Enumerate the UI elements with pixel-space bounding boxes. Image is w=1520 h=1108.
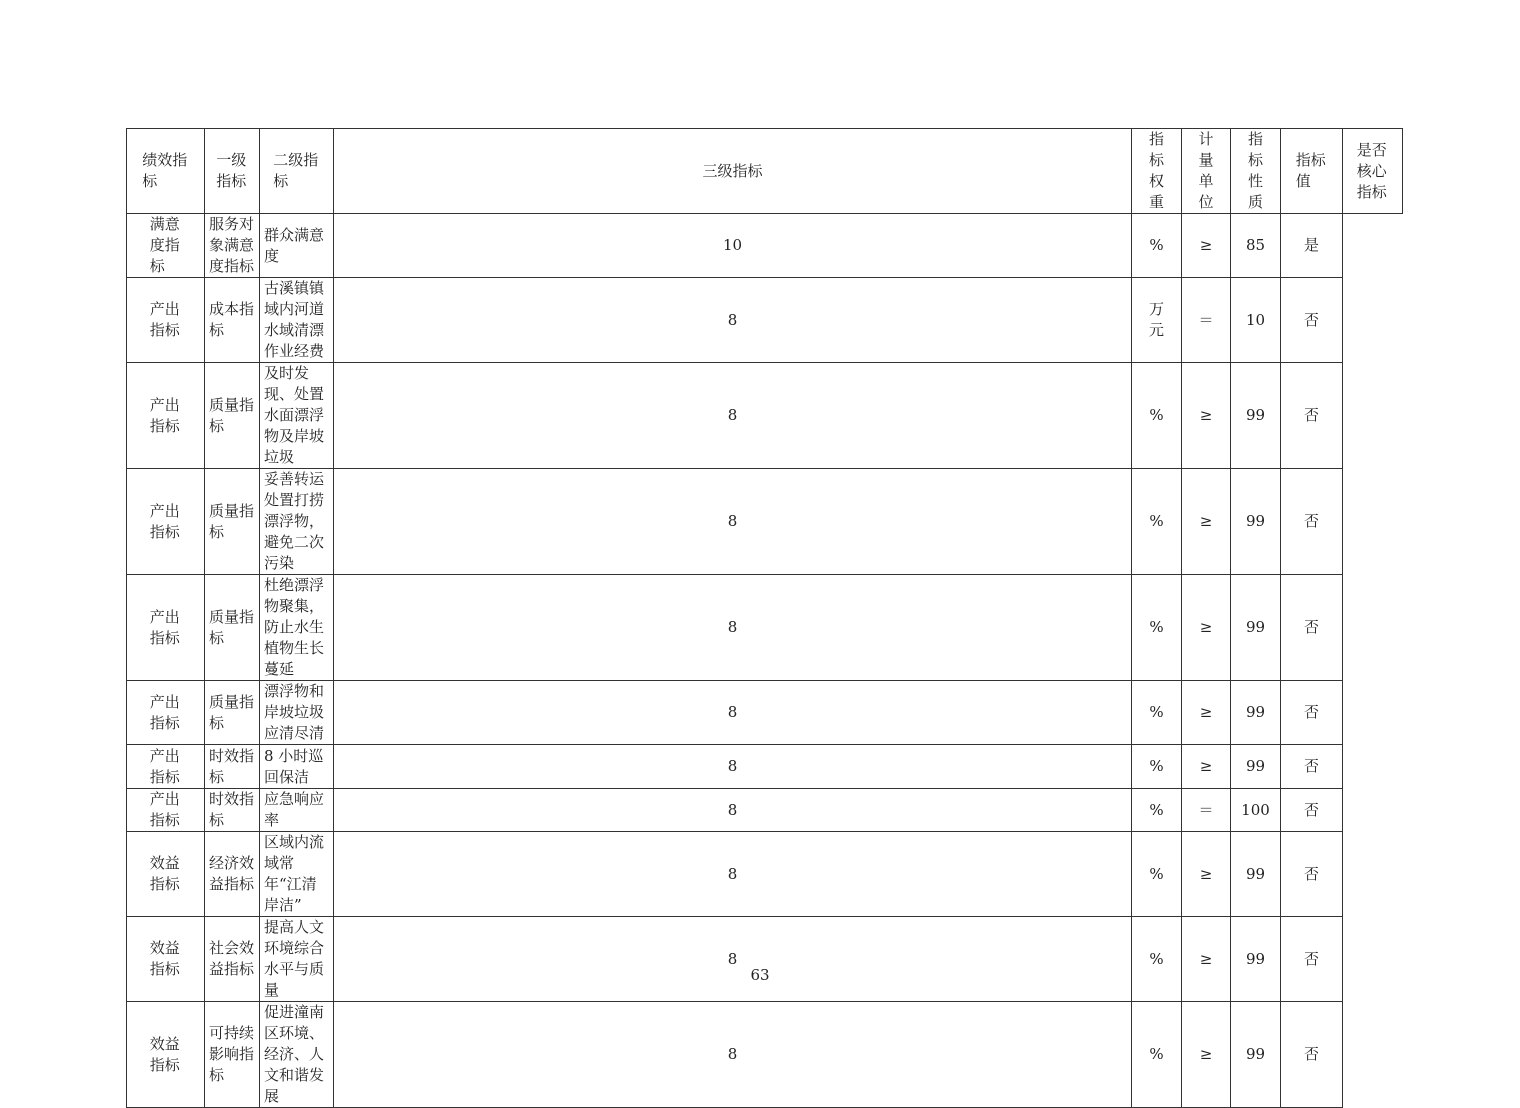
cell-level2: 可持续影响指标 xyxy=(205,1002,260,1108)
cell-weight: 10 xyxy=(334,214,1132,278)
cell-core: 否 xyxy=(1281,575,1343,681)
cell-core: 否 xyxy=(1281,469,1343,575)
cell-value: 99 xyxy=(1231,469,1281,575)
cell-level3: 提高人文环境综合水平与质量 xyxy=(260,917,334,1002)
table-row xyxy=(127,917,1403,1002)
cell-level2: 质量指标 xyxy=(205,363,260,469)
table-row xyxy=(127,469,1403,575)
cell-level1: 产出指标 xyxy=(127,681,205,745)
cell-nature: ≥ xyxy=(1182,917,1231,1002)
cell-nature: ≥ xyxy=(1182,363,1231,469)
table-header-row xyxy=(127,129,1403,214)
cell-level1: 产出指标 xyxy=(127,745,205,789)
performance-indicator-table xyxy=(126,128,1403,1108)
cell-weight: 8 xyxy=(334,363,1132,469)
cell-level2: 服务对象满意度指标 xyxy=(205,214,260,278)
cell-unit: 万元 xyxy=(1132,278,1182,363)
header-level2: 二级指标 xyxy=(260,129,334,214)
cell-weight: 8 xyxy=(334,278,1132,363)
page-number: 63 xyxy=(750,966,770,984)
cell-core: 否 xyxy=(1281,363,1343,469)
cell-weight: 8 xyxy=(334,789,1132,832)
cell-unit: % xyxy=(1132,681,1182,745)
cell-level3: 区域内流域常年“江清岸洁” xyxy=(260,832,334,917)
cell-core: 否 xyxy=(1281,745,1343,789)
cell-level3: 促进潼南区环境、经济、人文和谐发展 xyxy=(260,1002,334,1108)
cell-unit: % xyxy=(1132,575,1182,681)
cell-value: 99 xyxy=(1231,745,1281,789)
cell-value: 99 xyxy=(1231,575,1281,681)
cell-level3: 妥善转运处置打捞漂浮物，避免二次污染 xyxy=(260,469,334,575)
cell-level3: 应急响应率 xyxy=(260,789,334,832)
cell-weight: 8 xyxy=(334,469,1132,575)
cell-core: 否 xyxy=(1281,681,1343,745)
cell-nature: ≥ xyxy=(1182,469,1231,575)
cell-level1: 满意度指标 xyxy=(127,214,205,278)
cell-unit: % xyxy=(1132,745,1182,789)
cell-core: 否 xyxy=(1281,832,1343,917)
cell-nature: ＝ xyxy=(1182,789,1231,832)
header-unit: 计量单位 xyxy=(1182,129,1231,214)
cell-level3: 8 小时巡回保洁 xyxy=(260,745,334,789)
table-row xyxy=(127,214,1403,278)
cell-level2: 质量指标 xyxy=(205,469,260,575)
table-row xyxy=(127,745,1403,789)
cell-nature: ≥ xyxy=(1182,745,1231,789)
cell-core: 否 xyxy=(1281,278,1343,363)
cell-level1: 产出指标 xyxy=(127,278,205,363)
cell-level2: 质量指标 xyxy=(205,575,260,681)
cell-nature: ＝ xyxy=(1182,278,1231,363)
header-core: 是否核心指标 xyxy=(1343,129,1403,214)
cell-level3: 群众满意度 xyxy=(260,214,334,278)
cell-unit: % xyxy=(1132,214,1182,278)
cell-core: 否 xyxy=(1281,789,1343,832)
cell-weight: 8 xyxy=(334,745,1132,789)
cell-level1: 效益指标 xyxy=(127,1002,205,1108)
header-nature: 指标性质 xyxy=(1231,129,1281,214)
cell-level1: 效益指标 xyxy=(127,917,205,1002)
cell-value: 100 xyxy=(1231,789,1281,832)
cell-weight: 8 xyxy=(334,681,1132,745)
cell-level1: 效益指标 xyxy=(127,832,205,917)
table-row xyxy=(127,363,1403,469)
table-row xyxy=(127,278,1403,363)
outer-label-cell xyxy=(127,129,205,214)
cell-value: 85 xyxy=(1231,214,1281,278)
table-row xyxy=(127,575,1403,681)
table-row xyxy=(127,832,1403,917)
cell-value: 99 xyxy=(1231,363,1281,469)
cell-nature: ≥ xyxy=(1182,832,1231,917)
cell-unit: % xyxy=(1132,789,1182,832)
header-weight: 指标权重 xyxy=(1132,129,1182,214)
cell-value: 99 xyxy=(1231,681,1281,745)
cell-unit: % xyxy=(1132,469,1182,575)
cell-value: 99 xyxy=(1231,917,1281,1002)
cell-value: 10 xyxy=(1231,278,1281,363)
cell-level2: 时效指标 xyxy=(205,789,260,832)
cell-level3: 杜绝漂浮物聚集，防止水生植物生长蔓延 xyxy=(260,575,334,681)
cell-core: 否 xyxy=(1281,917,1343,1002)
cell-nature: ≥ xyxy=(1182,575,1231,681)
cell-level2: 质量指标 xyxy=(205,681,260,745)
cell-level1: 产出指标 xyxy=(127,575,205,681)
cell-weight: 8 xyxy=(334,1002,1132,1108)
table-row xyxy=(127,1002,1403,1108)
cell-nature: ≥ xyxy=(1182,681,1231,745)
header-level1: 一级指标 xyxy=(205,129,260,214)
cell-unit: % xyxy=(1132,363,1182,469)
cell-level2: 经济效益指标 xyxy=(205,832,260,917)
cell-nature: ≥ xyxy=(1182,1002,1231,1108)
cell-level1: 产出指标 xyxy=(127,469,205,575)
cell-level2: 社会效益指标 xyxy=(205,917,260,1002)
cell-level3: 及时发现、处置水面漂浮物及岸坡垃圾 xyxy=(260,363,334,469)
cell-weight: 8 xyxy=(334,832,1132,917)
header-value: 指标值 xyxy=(1281,129,1343,214)
cell-level3: 漂浮物和岸坡垃圾应清尽清 xyxy=(260,681,334,745)
cell-level2: 成本指标 xyxy=(205,278,260,363)
cell-level1: 产出指标 xyxy=(127,789,205,832)
cell-unit: % xyxy=(1132,917,1182,1002)
cell-unit: % xyxy=(1132,832,1182,917)
outer-label: 绩效指标 xyxy=(142,151,188,190)
cell-level2: 时效指标 xyxy=(205,745,260,789)
table-row xyxy=(127,789,1403,832)
cell-weight: 8 xyxy=(334,917,1132,1002)
table-row xyxy=(127,681,1403,745)
cell-core: 是 xyxy=(1281,214,1343,278)
cell-level1: 产出指标 xyxy=(127,363,205,469)
cell-value: 99 xyxy=(1231,1002,1281,1108)
cell-unit: % xyxy=(1132,1002,1182,1108)
header-level3: 三级指标 xyxy=(334,129,1132,214)
cell-weight: 8 xyxy=(334,575,1132,681)
cell-nature: ≥ xyxy=(1182,214,1231,278)
cell-core: 否 xyxy=(1281,1002,1343,1108)
cell-level3: 古溪镇镇域内河道水域清漂作业经费 xyxy=(260,278,334,363)
cell-value: 99 xyxy=(1231,832,1281,917)
